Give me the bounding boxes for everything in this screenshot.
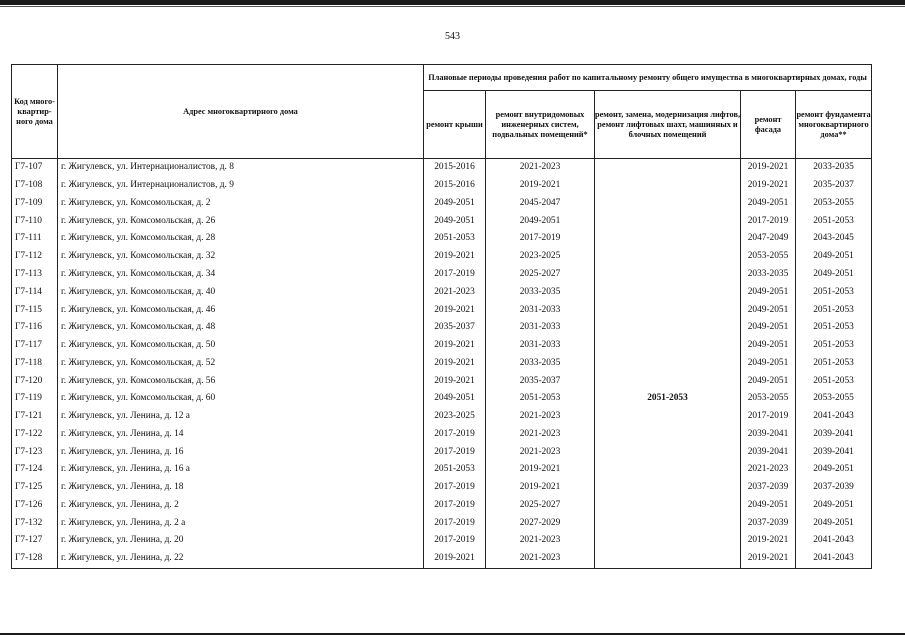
cell-facade: 2049-2051 bbox=[741, 195, 796, 213]
cell-roof: 2015-2016 bbox=[424, 177, 486, 195]
cell-address: г. Жигулевск, ул. Ленина, д. 16 а bbox=[58, 461, 424, 479]
cell-roof: 2017-2019 bbox=[424, 532, 486, 550]
cell-lifts bbox=[595, 283, 741, 301]
cell-address: г. Жигулевск, ул. Ленина, д. 14 bbox=[58, 425, 424, 443]
bottom-rule bbox=[0, 633, 905, 635]
cell-address: г. Жигулевск, ул. Интернационалистов, д. 9 bbox=[58, 177, 424, 195]
cell-utilities: 2023-2025 bbox=[486, 248, 595, 266]
cell-roof: 2019-2021 bbox=[424, 550, 486, 568]
table-row bbox=[12, 514, 872, 532]
cell-code: Г7-112 bbox=[12, 248, 58, 266]
table-row bbox=[12, 354, 872, 372]
cell-lifts bbox=[595, 195, 741, 213]
cell-foundation: 2049-2051 bbox=[796, 461, 872, 479]
cell-foundation: 2039-2041 bbox=[796, 443, 872, 461]
cell-utilities: 2021-2023 bbox=[486, 425, 595, 443]
table-row bbox=[12, 497, 872, 515]
cell-address: г. Жигулевск, ул. Комсомольская, д. 2 bbox=[58, 195, 424, 213]
cell-lifts bbox=[595, 301, 741, 319]
cell-foundation: 2039-2041 bbox=[796, 425, 872, 443]
header-periods: Плановые периоды проведения работ по капитальному ремонту общего имущества в многоквартирных домах, годы bbox=[424, 65, 872, 91]
table-row bbox=[12, 266, 872, 284]
cell-facade: 2049-2051 bbox=[741, 301, 796, 319]
cell-utilities: 2019-2021 bbox=[486, 177, 595, 195]
cell-facade: 2053-2055 bbox=[741, 248, 796, 266]
cell-facade: 2049-2051 bbox=[741, 354, 796, 372]
cell-utilities: 2021-2023 bbox=[486, 443, 595, 461]
cell-lifts bbox=[595, 248, 741, 266]
cell-utilities: 2035-2037 bbox=[486, 372, 595, 390]
cell-facade: 2019-2021 bbox=[741, 177, 796, 195]
cell-code: Г7-120 bbox=[12, 372, 58, 390]
cell-utilities: 2031-2033 bbox=[486, 337, 595, 355]
table-row bbox=[12, 195, 872, 213]
cell-roof: 2021-2023 bbox=[424, 283, 486, 301]
cell-address: г. Жигулевск, ул. Комсомольская, д. 40 bbox=[58, 283, 424, 301]
cell-roof: 2023-2025 bbox=[424, 408, 486, 426]
cell-address: г. Жигулевск, ул. Ленина, д. 16 bbox=[58, 443, 424, 461]
cell-facade: 2049-2051 bbox=[741, 372, 796, 390]
cell-address: г. Жигулевск, ул. Ленина, д. 2 а bbox=[58, 514, 424, 532]
cell-utilities: 2019-2021 bbox=[486, 479, 595, 497]
cell-lifts bbox=[595, 177, 741, 195]
cell-code: Г7-111 bbox=[12, 230, 58, 248]
cell-roof: 2019-2021 bbox=[424, 354, 486, 372]
header-code: Код много-квартир-ного дома bbox=[12, 65, 58, 159]
cell-facade: 2037-2039 bbox=[741, 514, 796, 532]
cell-utilities: 2045-2047 bbox=[486, 195, 595, 213]
cell-facade: 2019-2021 bbox=[741, 532, 796, 550]
cell-roof: 2049-2051 bbox=[424, 195, 486, 213]
cell-code: Г7-124 bbox=[12, 461, 58, 479]
cell-foundation: 2053-2055 bbox=[796, 195, 872, 213]
cell-facade: 2039-2041 bbox=[741, 443, 796, 461]
table-row bbox=[12, 248, 872, 266]
cell-roof: 2017-2019 bbox=[424, 514, 486, 532]
cell-foundation: 2049-2051 bbox=[796, 497, 872, 515]
header-lifts: ремонт, замена, модернизация лифтов, ремонт лифтовых шахт, машинных и блочных помещений bbox=[595, 91, 741, 159]
table-header bbox=[12, 65, 872, 159]
cell-lifts bbox=[595, 212, 741, 230]
cell-utilities: 2027-2029 bbox=[486, 514, 595, 532]
cell-foundation: 2041-2043 bbox=[796, 550, 872, 568]
cell-address: г. Жигулевск, ул. Ленина, д. 18 bbox=[58, 479, 424, 497]
cell-lifts bbox=[595, 372, 741, 390]
cell-utilities: 2051-2053 bbox=[486, 390, 595, 408]
cell-code: Г7-116 bbox=[12, 319, 58, 337]
cell-roof: 2017-2019 bbox=[424, 425, 486, 443]
header-foundation: ремонт фундамента многоквартирного дома** bbox=[796, 91, 872, 159]
cell-utilities: 2021-2023 bbox=[486, 408, 595, 426]
cell-code: Г7-108 bbox=[12, 177, 58, 195]
cell-lifts bbox=[595, 319, 741, 337]
cell-address: г. Жигулевск, ул. Комсомольская, д. 60 bbox=[58, 390, 424, 408]
cell-lifts bbox=[595, 479, 741, 497]
table-row bbox=[12, 301, 872, 319]
cell-foundation: 2049-2051 bbox=[796, 266, 872, 284]
table-row bbox=[12, 159, 872, 177]
cell-address: г. Жигулевск, ул. Ленина, д. 22 bbox=[58, 550, 424, 568]
cell-facade: 2037-2039 bbox=[741, 479, 796, 497]
cell-utilities: 2033-2035 bbox=[486, 283, 595, 301]
cell-facade: 2019-2021 bbox=[741, 550, 796, 568]
cell-utilities: 2033-2035 bbox=[486, 354, 595, 372]
cell-foundation: 2051-2053 bbox=[796, 319, 872, 337]
cell-roof: 2015-2016 bbox=[424, 159, 486, 177]
table-row bbox=[12, 425, 872, 443]
cell-roof: 2019-2021 bbox=[424, 248, 486, 266]
cell-foundation: 2051-2053 bbox=[796, 301, 872, 319]
cell-lifts bbox=[595, 443, 741, 461]
table-row bbox=[12, 212, 872, 230]
cell-address: г. Жигулевск, ул. Комсомольская, д. 48 bbox=[58, 319, 424, 337]
header-address: Адрес многоквартирного дома bbox=[58, 65, 424, 159]
cell-lifts bbox=[595, 354, 741, 372]
cell-lifts bbox=[595, 266, 741, 284]
header-facade: ремонт фасада bbox=[741, 91, 796, 159]
table-row bbox=[12, 319, 872, 337]
cell-code: Г7-109 bbox=[12, 195, 58, 213]
cell-utilities: 2021-2023 bbox=[486, 532, 595, 550]
cell-facade: 2017-2019 bbox=[741, 212, 796, 230]
cell-lifts bbox=[595, 497, 741, 515]
cell-lifts bbox=[595, 159, 741, 177]
cell-foundation: 2035-2037 bbox=[796, 177, 872, 195]
cell-utilities: 2021-2023 bbox=[486, 550, 595, 568]
cell-code: Г7-113 bbox=[12, 266, 58, 284]
cell-code: Г7-123 bbox=[12, 443, 58, 461]
cell-foundation: 2053-2055 bbox=[796, 390, 872, 408]
table-row bbox=[12, 390, 872, 408]
table-row bbox=[12, 461, 872, 479]
cell-foundation: 2037-2039 bbox=[796, 479, 872, 497]
cell-code: Г7-114 bbox=[12, 283, 58, 301]
cell-roof: 2049-2051 bbox=[424, 212, 486, 230]
cell-facade: 2049-2051 bbox=[741, 497, 796, 515]
cell-facade: 2033-2035 bbox=[741, 266, 796, 284]
cell-roof: 2019-2021 bbox=[424, 337, 486, 355]
cell-roof: 2051-2053 bbox=[424, 230, 486, 248]
cell-facade: 2049-2051 bbox=[741, 337, 796, 355]
cell-lifts bbox=[595, 337, 741, 355]
table-body bbox=[12, 159, 872, 569]
header-utilities: ремонт внутридомовых инженерных систем, подвальных помещений* bbox=[486, 91, 595, 159]
cell-address: г. Жигулевск, ул. Интернационалистов, д. 8 bbox=[58, 159, 424, 177]
cell-roof: 2019-2021 bbox=[424, 301, 486, 319]
cell-facade: 2017-2019 bbox=[741, 408, 796, 426]
cell-foundation: 2041-2043 bbox=[796, 408, 872, 426]
cell-address: г. Жигулевск, ул. Комсомольская, д. 32 bbox=[58, 248, 424, 266]
cell-code: Г7-117 bbox=[12, 337, 58, 355]
cell-roof: 2051-2053 bbox=[424, 461, 486, 479]
cell-code: Г7-125 bbox=[12, 479, 58, 497]
cell-foundation: 2051-2053 bbox=[796, 212, 872, 230]
table-row bbox=[12, 337, 872, 355]
cell-foundation: 2043-2045 bbox=[796, 230, 872, 248]
cell-utilities: 2025-2027 bbox=[486, 497, 595, 515]
cell-code: Г7-119 bbox=[12, 390, 58, 408]
table-row bbox=[12, 443, 872, 461]
cell-address: г. Жигулевск, ул. Комсомольская, д. 50 bbox=[58, 337, 424, 355]
cell-utilities: 2049-2051 bbox=[486, 212, 595, 230]
cell-code: Г7-115 bbox=[12, 301, 58, 319]
cell-foundation: 2049-2051 bbox=[796, 514, 872, 532]
cell-utilities: 2031-2033 bbox=[486, 301, 595, 319]
table-row bbox=[12, 372, 872, 390]
cell-lifts bbox=[595, 408, 741, 426]
cell-lifts bbox=[595, 230, 741, 248]
top-rule bbox=[0, 0, 905, 5]
cell-facade: 2049-2051 bbox=[741, 319, 796, 337]
table-row bbox=[12, 177, 872, 195]
cell-utilities: 2031-2033 bbox=[486, 319, 595, 337]
table-row bbox=[12, 230, 872, 248]
page-number: 543 bbox=[445, 31, 460, 42]
cell-roof: 2017-2019 bbox=[424, 497, 486, 515]
cell-facade: 2047-2049 bbox=[741, 230, 796, 248]
cell-code: Г7-122 bbox=[12, 425, 58, 443]
cell-roof: 2017-2019 bbox=[424, 266, 486, 284]
cell-lifts bbox=[595, 514, 741, 532]
cell-foundation: 2041-2043 bbox=[796, 532, 872, 550]
cell-foundation: 2033-2035 bbox=[796, 159, 872, 177]
cell-lifts bbox=[595, 461, 741, 479]
cell-foundation: 2051-2053 bbox=[796, 337, 872, 355]
cell-facade: 2021-2023 bbox=[741, 461, 796, 479]
table-row bbox=[12, 550, 872, 568]
cell-foundation: 2051-2053 bbox=[796, 283, 872, 301]
cell-facade: 2049-2051 bbox=[741, 283, 796, 301]
cell-roof: 2017-2019 bbox=[424, 479, 486, 497]
cell-address: г. Жигулевск, ул. Ленина, д. 2 bbox=[58, 497, 424, 515]
cell-lifts bbox=[595, 532, 741, 550]
cell-address: г. Жигулевск, ул. Комсомольская, д. 56 bbox=[58, 372, 424, 390]
top-rule-thin bbox=[0, 6, 905, 7]
table-row bbox=[12, 408, 872, 426]
cell-roof: 2017-2019 bbox=[424, 443, 486, 461]
cell-code: Г7-107 bbox=[12, 159, 58, 177]
cell-address: г. Жигулевск, ул. Ленина, д. 12 а bbox=[58, 408, 424, 426]
cell-foundation: 2051-2053 bbox=[796, 354, 872, 372]
cell-facade: 2053-2055 bbox=[741, 390, 796, 408]
cell-address: г. Жигулевск, ул. Комсомольская, д. 46 bbox=[58, 301, 424, 319]
cell-lifts: 2051-2053 bbox=[595, 390, 741, 408]
table-row bbox=[12, 283, 872, 301]
cell-address: г. Жигулевск, ул. Комсомольская, д. 28 bbox=[58, 230, 424, 248]
cell-roof: 2035-2037 bbox=[424, 319, 486, 337]
cell-utilities: 2017-2019 bbox=[486, 230, 595, 248]
cell-facade: 2019-2021 bbox=[741, 159, 796, 177]
cell-facade: 2039-2041 bbox=[741, 425, 796, 443]
cell-code: Г7-128 bbox=[12, 550, 58, 568]
cell-code: Г7-127 bbox=[12, 532, 58, 550]
cell-lifts bbox=[595, 425, 741, 443]
cell-address: г. Жигулевск, ул. Комсомольская, д. 52 bbox=[58, 354, 424, 372]
cell-address: г. Жигулевск, ул. Комсомольская, д. 26 bbox=[58, 212, 424, 230]
table-row bbox=[12, 479, 872, 497]
cell-roof: 2019-2021 bbox=[424, 372, 486, 390]
cell-code: Г7-121 bbox=[12, 408, 58, 426]
cell-address: г. Жигулевск, ул. Ленина, д. 20 bbox=[58, 532, 424, 550]
cell-utilities: 2019-2021 bbox=[486, 461, 595, 479]
table-row bbox=[12, 532, 872, 550]
cell-code: Г7-132 bbox=[12, 514, 58, 532]
repair-schedule-table bbox=[11, 64, 872, 569]
header-roof: ремонт крыши bbox=[424, 91, 486, 159]
cell-foundation: 2051-2053 bbox=[796, 372, 872, 390]
cell-lifts bbox=[595, 550, 741, 568]
cell-roof: 2049-2051 bbox=[424, 390, 486, 408]
cell-utilities: 2021-2023 bbox=[486, 159, 595, 177]
cell-code: Г7-110 bbox=[12, 212, 58, 230]
cell-utilities: 2025-2027 bbox=[486, 266, 595, 284]
cell-code: Г7-118 bbox=[12, 354, 58, 372]
cell-code: Г7-126 bbox=[12, 497, 58, 515]
cell-address: г. Жигулевск, ул. Комсомольская, д. 34 bbox=[58, 266, 424, 284]
cell-foundation: 2049-2051 bbox=[796, 248, 872, 266]
